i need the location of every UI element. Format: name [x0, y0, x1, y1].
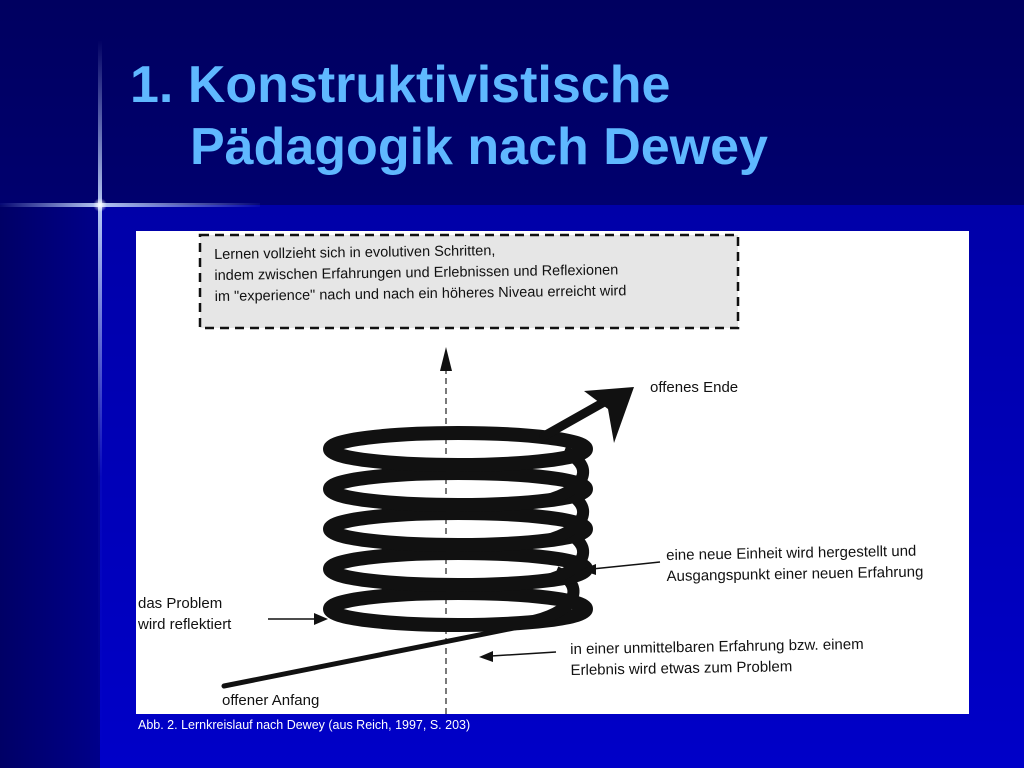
- label-immediate-experience: [570, 634, 864, 681]
- label-problem-line-2: wird reflektiert: [138, 616, 232, 633]
- label-problem-line-1: das Problem: [138, 595, 223, 612]
- label-experience-line-2: Erlebnis wird etwas zum Problem: [570, 658, 793, 679]
- dewey-learning-cycle-figure: [136, 231, 969, 714]
- left-band: [0, 205, 100, 768]
- pointer-line: [491, 652, 556, 656]
- statement-line: Lernen vollzieht sich in evolutiven Schritten,: [214, 243, 496, 263]
- label-open-end: offenes Ende: [650, 379, 739, 396]
- slide-title: [130, 54, 768, 178]
- label-problem-reflected: [138, 593, 231, 635]
- label-experience-line-1: in einer unmittelbaren Erfahrung bzw. einem: [570, 635, 864, 658]
- pointer-line: [592, 562, 660, 569]
- label-new-unit: [666, 541, 924, 587]
- spiral-coil: [330, 433, 586, 625]
- decorative-glow-vertical: [98, 40, 102, 768]
- slide-title-line-2: Pädagogik nach Dewey: [190, 118, 768, 176]
- decorative-star-icon: [93, 198, 107, 212]
- label-open-start: offener Anfang: [222, 692, 320, 709]
- open-end-arrow-shaft: [544, 401, 606, 436]
- statement-box-text: [214, 239, 627, 308]
- decorative-glow-horizontal: [0, 203, 260, 207]
- label-new-unit-line-2: Ausgangspunkt einer neuen Erfahrung: [666, 563, 924, 585]
- pointer-arrowhead-icon: [479, 651, 493, 662]
- statement-line: im "experience" nach und nach ein höheres Niveau erreicht wird: [214, 283, 627, 305]
- label-new-unit-line-1: eine neue Einheit wird hergestellt und: [666, 542, 917, 564]
- statement-line: indem zwischen Erfahrungen und Erlebnissen und Reflexionen: [214, 262, 619, 284]
- figure-caption: Abb. 2. Lernkreislauf nach Dewey (aus Reich, 1997, S. 203): [138, 718, 471, 732]
- axis-arrowhead-icon: [440, 347, 452, 371]
- slide-title-line-1: 1. Konstruktivistische: [130, 56, 671, 114]
- open-end-arrowhead-icon: [584, 387, 634, 443]
